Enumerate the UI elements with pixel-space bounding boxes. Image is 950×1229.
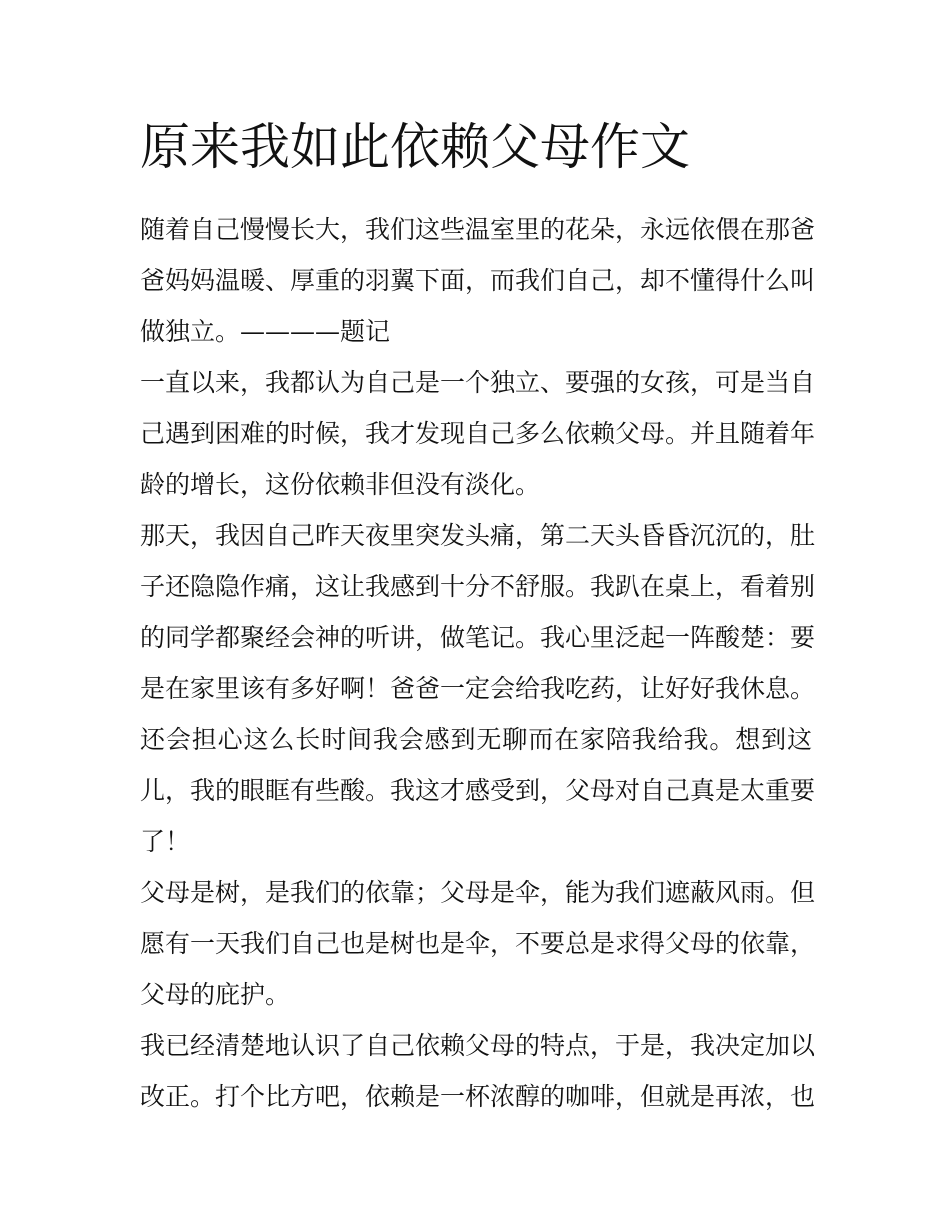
- text-line: 那天，我因自己昨天夜里突发头痛，第二天头昏昏沉沉的，肚: [140, 521, 816, 550]
- text-line: 己遇到困难的时候，我才发现自己多么依赖父母。并且随着年: [140, 419, 816, 448]
- text-line: 父母的庇护。: [140, 980, 291, 1009]
- document-body: [140, 204, 816, 1122]
- text-line: 做独立。————题记: [140, 317, 391, 346]
- text-line: 还会担心这么长时间我会感到无聊而在家陪我给我。想到这: [140, 725, 812, 754]
- text-line: 是在家里该有多好啊！爸爸一定会给我吃药，让好好我休息。: [140, 674, 816, 703]
- text-line: 子还隐隐作痛，这让我感到十分不舒服。我趴在桌上，看着别: [140, 572, 816, 601]
- text-line: 改正。打个比方吧，依赖是一杯浓醇的咖啡，但就是再浓，也: [140, 1082, 816, 1111]
- text-line: 随着自己慢慢长大，我们这些温室里的花朵，永远依偎在那爸: [140, 215, 816, 244]
- text-line: 的同学都聚经会神的听讲，做笔记。我心里泛起一阵酸楚：要: [140, 623, 816, 652]
- text-line: 一直以来，我都认为自己是一个独立、要强的女孩，可是当自: [140, 368, 816, 397]
- text-line: 父母是树，是我们的依靠；父母是伞，能为我们遮蔽风雨。但: [140, 878, 816, 907]
- document-page: [140, 112, 816, 1122]
- text-line: 我已经清楚地认识了自己依赖父母的特点，于是，我决定加以: [140, 1031, 816, 1060]
- document-title: 原来我如此依赖父母作文: [140, 118, 690, 176]
- text-line: 龄的增长，这份依赖非但没有淡化。: [140, 470, 541, 499]
- text-line: 愿有一天我们自己也是树也是伞，不要总是求得父母的依靠，: [140, 929, 816, 958]
- text-line: 儿，我的眼眶有些酸。我这才感受到，父母对自己真是太重要: [140, 776, 816, 805]
- text-line: 爸妈妈温暖、厚重的羽翼下面，而我们自己，却不懂得什么叫: [140, 266, 816, 295]
- text-line: 了！: [140, 827, 191, 856]
